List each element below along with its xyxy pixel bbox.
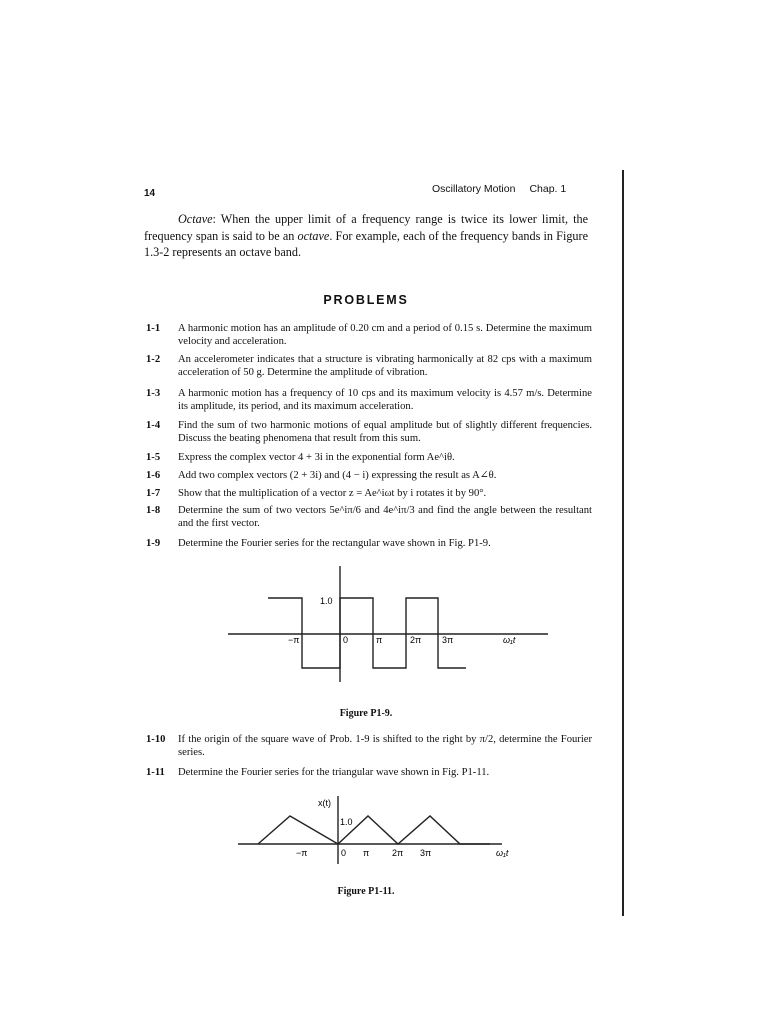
paragraph-text: : When the upper limit of a frequency range is twice its lower limit, the frequency span is said to be an	[144, 212, 588, 243]
problem-text: A harmonic motion has a frequency of 10 cps and its maximum velocity is 4.57 m/s. Determine its amplitude, its period, and its maximum acceleration.	[178, 388, 592, 413]
figure-caption: Figure P1-11.	[337, 886, 395, 897]
problem-number: 1-2	[146, 354, 161, 365]
tick-label: 2π	[410, 635, 422, 645]
problem-number: 1-1	[146, 323, 161, 334]
tick-label: 3π	[442, 635, 454, 645]
problem-text: An accelerometer indicates that a structure is vibrating harmonically at 82 cps with a maximum acceleration of 50 g. Determine the amplitude of vibration.	[178, 354, 592, 379]
problem-number: 1-6	[146, 470, 161, 481]
problem-text: Express the complex vector 4 + 3i in the exponential form Ae^iθ.	[178, 452, 455, 463]
section-title: PROBLEMS	[323, 293, 409, 307]
problem-text: Add two complex vectors (2 + 3i) and (4 − i) expressing the result as A∠θ.	[178, 470, 497, 481]
chapter-label: Chap. 1	[529, 183, 567, 195]
tick-label: π	[376, 635, 383, 645]
triangle-wave-trace	[258, 816, 490, 844]
tick-label: −π	[288, 635, 300, 645]
term-octave-inline: octave	[297, 228, 330, 243]
y-axis-label: x(t)	[318, 798, 331, 808]
running-title: Oscillatory Motion	[432, 183, 516, 195]
problem-text: Show that the multiplication of a vector z = Ae^iωt by i rotates it by 90°.	[178, 488, 487, 499]
problem-number: 1-8	[146, 505, 161, 516]
problem-text: A harmonic motion has an amplitude of 0.20 cm and a period of 0.15 s. Determine the maximum velocity and acceleration.	[178, 323, 592, 348]
tick-label: π	[363, 848, 370, 858]
problem-text: Determine the Fourier series for the rectangular wave shown in Fig. P1-9.	[178, 538, 491, 549]
tick-label: 0	[341, 848, 347, 858]
axis-label: ω₁t	[496, 848, 509, 858]
tick-label: 3π	[420, 848, 432, 858]
amplitude-label: 1.0	[340, 817, 353, 827]
problem-number: 1-3	[146, 388, 161, 399]
tick-label: 0	[343, 635, 349, 645]
term-octave: Octave	[178, 212, 213, 226]
amplitude-label: 1.0	[320, 596, 333, 606]
problem-number: 1-4	[146, 420, 161, 431]
paragraph-text-end: . For example, each of the frequency bands in Figure 1.3-2 represents an octave band.	[144, 228, 588, 259]
tick-label: 2π	[392, 848, 404, 858]
problem-number: 1-7	[146, 488, 161, 499]
problem-text: If the origin of the square wave of Prob. 1-9 is shifted to the right by π/2, determine the Fourier series.	[178, 734, 592, 759]
problem-number: 1-10	[146, 734, 166, 745]
problem-text: Determine the Fourier series for the triangular wave shown in Fig. P1-11.	[178, 767, 490, 778]
problem-number: 1-5	[146, 452, 161, 463]
page-number: 14	[144, 188, 156, 199]
problem-text: Find the sum of two harmonic motions of equal amplitude but of slightly different frequencies. Discuss the beating phenomena that result from this sum.	[178, 420, 592, 445]
problem-text: Determine the sum of two vectors 5e^iπ/6 and 4e^iπ/3 and find the angle between the resultant and the first vector.	[178, 505, 592, 530]
problem-number: 1-11	[146, 767, 165, 778]
figure-caption: Figure P1-9.	[339, 708, 393, 719]
axis-label: ω₁t	[503, 635, 516, 645]
problem-number: 1-9	[146, 538, 161, 549]
tick-label: −π	[296, 848, 308, 858]
